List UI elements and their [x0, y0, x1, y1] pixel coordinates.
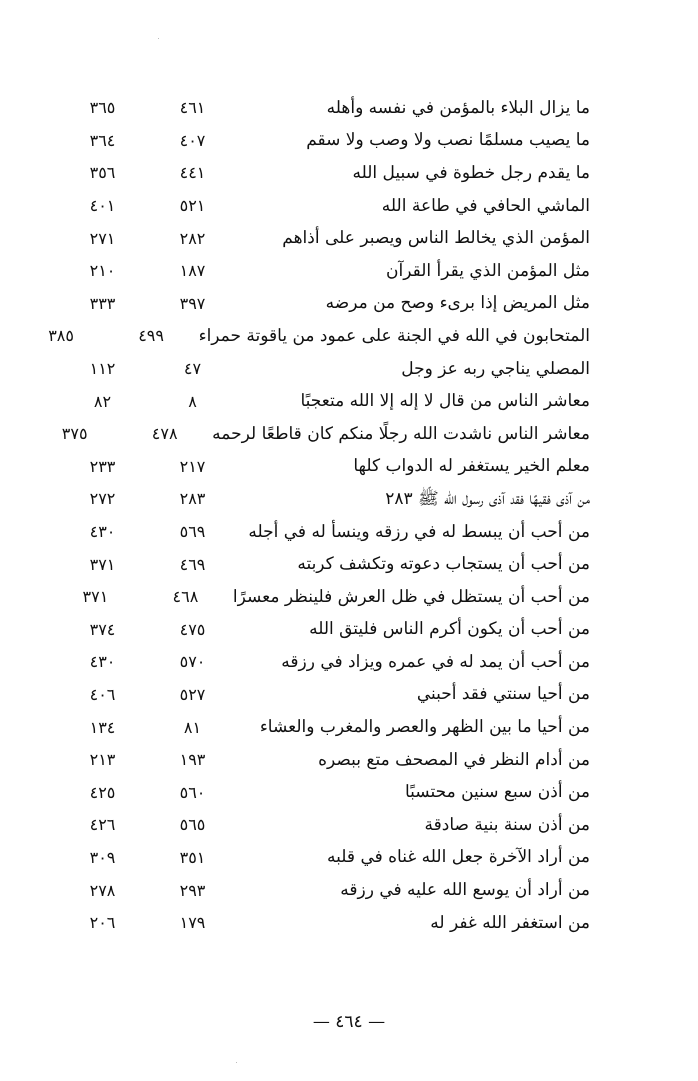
hadith-number: ١٩٣	[179, 750, 206, 770]
page-reference: ٤٠١	[89, 196, 116, 216]
hadith-number: ٢٨٢	[179, 228, 206, 248]
page-reference: ٣٨٥	[48, 326, 74, 346]
page-reference: ٤٢٥	[89, 782, 116, 802]
index-entry-text: من أحب أن يمد له في عمره ويزاد في رزقه	[281, 651, 590, 672]
index-entry-text: الماشي الحافي في طاعة الله	[381, 195, 590, 216]
index-row	[60, 92, 590, 125]
hadith-number: ٤٦١	[179, 98, 206, 118]
index-entry-text: من أحب أن يستظل في ظل العرش فلينظر معسرًا	[232, 586, 590, 607]
page-reference: ١٣٤	[89, 717, 116, 737]
index-row	[60, 581, 590, 614]
hadith-number: ٨	[188, 391, 197, 411]
page-number: — ٤٦٤ —	[312, 1012, 386, 1032]
page-reference: ٢١٣	[89, 750, 116, 770]
hadith-number: ٤٧	[183, 359, 202, 379]
page-reference: ٣٣٣	[89, 293, 116, 313]
index-table	[48, 92, 590, 939]
page-reference: ١١٢	[89, 359, 116, 379]
index-entry-text: المؤمن الذي يخالط الناس ويصبر على أذاهم	[282, 228, 590, 249]
index-row	[48, 320, 590, 353]
page-reference: ٤٣٠	[89, 652, 116, 672]
index-row	[60, 483, 590, 516]
index-row	[60, 451, 590, 484]
index-row	[60, 255, 590, 288]
index-row	[60, 125, 590, 158]
index-entry-text: من أراد أن يوسع الله عليه في رزقه	[340, 880, 590, 901]
index-entry-text: المصلي يناجي ربه عز وجل	[401, 358, 590, 379]
index-row	[60, 157, 590, 190]
index-entry-text: ما يزال البلاء بالمؤمن في نفسه وأهله	[326, 97, 590, 118]
index-row	[60, 288, 590, 321]
index-entry-text: معلم الخير يستغفر له الدواب كلها	[353, 456, 590, 477]
hadith-number: ٢٩٣	[179, 880, 206, 900]
page-reference: ٨٢	[93, 391, 112, 411]
scan-speck	[158, 38, 159, 39]
index-row	[60, 679, 590, 712]
index-row	[60, 907, 590, 940]
page-reference: ٣٧١	[89, 554, 116, 574]
index-entry-text: من أدام النظر في المصحف متع ببصره	[318, 749, 590, 770]
hadith-number: ٥٦٥	[179, 815, 206, 835]
hadith-number: ٤٧٨	[151, 424, 178, 444]
page-reference: ٢٣٣	[89, 456, 116, 476]
index-entry-text: ما يقدم رجل خطوة في سبيل الله	[352, 162, 590, 183]
hadith-number: ٥٢١	[179, 196, 206, 216]
hadith-number: ٤٦٨	[172, 587, 199, 607]
index-entry-text: مثل المريض إذا برىء وصح من مرضه	[325, 293, 590, 314]
index-entry-text: من أحيا سنتي فقد أحبني	[416, 684, 590, 705]
page-reference: ٤٣٠	[89, 522, 116, 542]
hadith-number: ٢٨٣	[179, 489, 206, 509]
page-reference: ٣٦٤	[89, 130, 116, 150]
hadith-number: ١٧٩	[179, 913, 206, 933]
index-entry-text: من أحيا ما بين الظهر والعصر والمغرب والعشاء	[259, 717, 590, 738]
hadith-number: ٤٧٥	[179, 619, 206, 639]
index-entry-text: المتحابون في الله في الجنة على عمود من ياقوتة حمراء	[198, 325, 590, 346]
index-entry-text: من أحب أن يكون أكرم الناس فليتق الله	[309, 619, 590, 640]
hadith-number: ٥٢٧	[179, 684, 206, 704]
index-row	[60, 711, 590, 744]
hadith-number: ٤٦٩	[179, 554, 206, 574]
hadith-number: ٤٩٩	[138, 326, 164, 346]
page-reference: ٢٧١	[89, 228, 116, 248]
index-entry-text: من أحب أن يبسط له في رزقه وينسأ له في أجله	[248, 521, 590, 542]
hadith-number: ٥٦٩	[179, 522, 206, 542]
index-entry-text: معاشر الناس ناشدت الله رجلًا منكم كان قاطعًا لرحمه	[212, 423, 590, 444]
index-entry-text: من أذن سنة بنية صادقة	[424, 814, 590, 835]
hadith-number: ٢١٧	[179, 456, 206, 476]
index-entry-text: ما يصيب مسلمًا نصب ولا وصب ولا سقم	[306, 130, 590, 151]
hadith-number: ٤٤١	[179, 163, 206, 183]
page-reference: ٣٥٦	[89, 163, 116, 183]
hadith-number: ٥٧٠	[179, 652, 206, 672]
page-reference: ٢٧٨	[89, 880, 116, 900]
index-row	[60, 516, 590, 549]
page-reference: ٢٧٢	[89, 489, 116, 509]
index-entry-text: من آذى فقيهًا فقد آذى رسول الله ﷺ ٢٨٣	[385, 488, 590, 509]
index-entry-text: معاشر الناس من قال لا إله إلا الله متعجبًا	[300, 391, 590, 412]
page-reference: ٣٧٤	[89, 619, 116, 639]
page-reference: ٤٠٦	[89, 684, 116, 704]
hadith-number: ٥٦٠	[179, 782, 206, 802]
index-entry-text: من أحب أن يستجاب دعوته وتكشف كربته	[297, 554, 590, 575]
index-entry-text: من أراد الآخرة جعل الله غناه في قلبه	[327, 847, 590, 868]
index-row	[60, 222, 590, 255]
hadith-number: ٣٥١	[179, 847, 206, 867]
index-row	[60, 744, 590, 777]
index-row	[60, 548, 590, 581]
index-row	[60, 842, 590, 875]
page-reference: ٣٧٥	[61, 424, 88, 444]
page-reference: ٣٦٥	[89, 98, 116, 118]
page-reference: ٣٧١	[82, 587, 109, 607]
hadith-number: ١٨٧	[179, 261, 206, 281]
index-row	[60, 418, 590, 451]
index-row	[60, 614, 590, 647]
index-row	[60, 353, 590, 386]
index-entry-text: مثل المؤمن الذي يقرأ القرآن	[386, 260, 590, 281]
index-row	[60, 809, 590, 842]
page-reference: ٤٢٦	[89, 815, 116, 835]
page-reference: ٢٠٦	[89, 913, 116, 933]
hadith-number: ٨١	[183, 717, 202, 737]
hadith-number: ٣٩٧	[179, 293, 206, 313]
index-row	[60, 874, 590, 907]
index-row	[60, 776, 590, 809]
page-reference: ٣٠٩	[89, 847, 116, 867]
index-entry-text: من أذن سبع سنين محتسبًا	[405, 782, 590, 803]
index-row	[60, 190, 590, 223]
page-reference: ٢١٠	[89, 261, 116, 281]
index-row	[60, 385, 590, 418]
index-row	[60, 646, 590, 679]
hadith-number: ٤٠٧	[179, 130, 206, 150]
index-entry-text: من استغفر الله غفر له	[430, 912, 590, 933]
scan-speck	[236, 1062, 237, 1063]
